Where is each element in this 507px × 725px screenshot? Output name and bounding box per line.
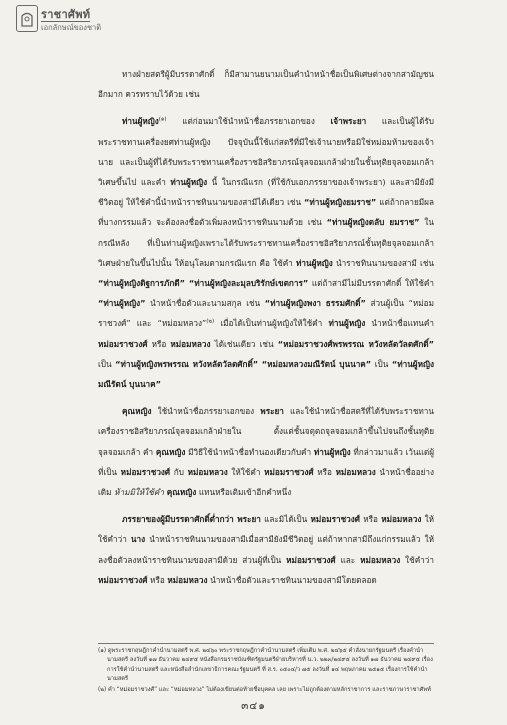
text: เป็น	[371, 358, 392, 369]
text: ในกรณีหลัง ที่เป็นท่านผู้หญิงเพราะได้รับพระราชทานเครื่องราชอิสริยาภรณ์ชั้นทุติยจุลจอมเกล้าวิเศษฝ่ายในขึ้นไปนั้น ให้อนุโลมตามกรณีแรก คือ ใช้คำ	[98, 217, 434, 268]
text: และ	[335, 554, 361, 565]
term-bold: คุณหญิง	[163, 487, 197, 498]
text: แต่ถ้ากลายมีผลที่บางกรรมแล้ว จะต้องลงชื่อตัวเพิ่มลงหน้าราชทินนามด้วย เช่น	[98, 197, 434, 228]
term-bold: ท่านผู้หญิง	[328, 318, 366, 329]
intro-paragraph	[98, 64, 434, 104]
text: นี้ ในกรณีแรก (ที่ใช้กับเอกภรรยาของเจ้าพระยา) และสามียังมีชีวิตอยู่ ให้ใช้คำนี้นำหน้าราชทินนามของสามีได้เดียว เช่น	[98, 177, 434, 208]
text: ใช้คำว่า	[400, 554, 434, 565]
text: แต่ก่อนมาใช้นำหน้าชื่อภรรยาเอกของ	[166, 116, 331, 127]
term-bold: หม่อมราชวงศ์	[120, 466, 171, 477]
example-bold: “ท่านผู้หญิงยมราช”	[304, 197, 377, 208]
term-bold: นาง	[130, 534, 146, 545]
text: นำราชทินนามของสามี เช่น	[332, 257, 434, 268]
intro-text: ทางฝ่ายสตรีผู้มีบรรดาศักดิ์ ก็มีสามานยนามเป็นคำนำหน้าชื่อเป็นพิเศษต่างจากสามัญชนอีกมาก ควรทราบไว้ด้วย เช่น	[98, 69, 434, 100]
text: ที่กล่าวมาแล้ว เว้นแต่ผู้ที่เป็น	[98, 446, 434, 477]
text: หรือ	[359, 514, 382, 525]
prohibition-italic: ห้ามมิให้ใช้คำ	[114, 487, 164, 498]
term-bold: หม่อมหลวง	[187, 466, 228, 477]
text: และมิได้เป็น	[260, 514, 311, 525]
example-bold: “ท่านผู้หญิงดิฐการภักดี” “ท่านผู้หญิงละมุลบริรักษ์เขตการ”	[98, 278, 309, 289]
paragraph-khun-ying	[98, 401, 434, 502]
term-bold: คุณหญิง	[155, 446, 186, 457]
term-than-phu-ying: ท่านผู้หญิง	[122, 116, 159, 127]
term-bold: หม่อมหลวง	[360, 554, 401, 565]
term-bold: หม่อมราชวงศ์	[98, 574, 148, 585]
text: ได้เช่นเดียว เช่น	[210, 338, 278, 349]
footnote-ref-2[interactable]: (๒)	[206, 318, 215, 325]
footnote-1: (๑) ดูพระราชกฤษฎีกาคำนำนามสตรี พ.ศ. ๒๔๖๐ พระราชกฤษฎีกาคำนำนามสตรี เพิ่มเติม พ.ศ. ๒๔๖๕ คำสั่งนายกรัฐมนตรี เรื่องคำนำนามสตรี ลงวันที่ ๑๗ ธันวาคม ๒๔๙๕ หนังสือกรมราชบัณฑิตรัฐมนตรีฝ่ายบริหารที่ น.ว. ๒๒๓/๒๔๙๕ ลงวันที่ ๑๗ ธันวาคม ๒๔๙๕ เรื่องการใช้คำนำนามสตรี และหนังสือสำนักเลขาธิการคณะรัฐมนตรี ที่ ส.ร. ๐๕๐๔/ว ๗๕ ลงวันที่ ๑๔ พฤษภาคม ๒๕๑๕ เรื่องการใช้คำนำนามสตรี	[98, 648, 433, 683]
term-bold: ท่านผู้หญิง	[313, 446, 351, 457]
example-bold: “ท่านผู้หญิงพรพรรณ หวังหลัตวัลตศักดิ์”	[115, 358, 259, 369]
page-number: ๓๔๑	[241, 700, 266, 712]
example-bold: “หม่อมหลวงมณีรัตน์ บุนนาค”	[261, 358, 372, 369]
logo-subtitle: เอกลักษณ์ของชาติ	[41, 23, 102, 32]
footnotes	[98, 643, 434, 696]
term-bold: เจ้าพระยา	[330, 116, 367, 127]
logo-title: ราชาศัพท์	[41, 8, 91, 21]
text: ใช้นำหน้าชื่อภรรยาเอกของ	[151, 406, 261, 417]
text: ให้ใช้คำ	[227, 466, 265, 477]
term-bold: “ท่านผู้หญิง”	[98, 298, 146, 309]
example-bold: “หม่อมราชวงศ์พรพรรณ หวังหลัตวัลตศักดิ์”	[277, 338, 434, 349]
term-bold: ท่านผู้หญิง	[296, 257, 333, 268]
footnote-ref-1[interactable]: (๑)	[158, 116, 167, 123]
text: เป็น	[98, 358, 116, 369]
text: ให้ใช้คำว่า	[98, 514, 434, 545]
term-bold: หม่อมราชวงศ์	[264, 466, 314, 477]
text: นำหน้าราชทินนามของสามีเมื่อสามียังมีชีวิตอยู่ แต่ถ้าหากสามีถึงแก่กรรมแล้ว ให้ลงชื่อตัวลงหน้าราชทินนามของสามีด้วย ส่วนผู้ที่เป็น	[98, 534, 435, 565]
text: และเป็นผู้ได้รับพระราชทานเครื่องยศท่านผู้หญิง ปัจจุบันนี้ใช้แก่สตรีที่มีใช่เจ้านายหรือมิใช่หม่อมห้ามของเจ้านาย และเป็นผู้ที่ได้รับพระราชทานเครื่องราชอิสริยาภรณ์จุลจอมเกล้าฝ่ายในชั้นทุติยจุลจอมเกล้าวิเศษขึ้นไป และคำ	[98, 116, 434, 188]
text: นำหน้าชื่ออย่างเดิม	[98, 466, 435, 498]
body-text	[98, 64, 434, 597]
term-bold: หม่อมหลวง	[167, 574, 208, 585]
text: เมื่อได้เป็นท่านผู้หญิงให้ใช้คำ	[214, 318, 329, 329]
term-khun-ying: คุณหญิง	[122, 406, 152, 417]
example-bold: “ท่านผู้หญิงมณีรัตน์ บุนนาค”	[98, 358, 434, 390]
text: นำหน้าชื่อตัวและนามสกุล เช่น	[145, 298, 265, 309]
term-bold: หม่อมราชวงศ์	[286, 554, 336, 565]
example-bold: “ท่านผู้หญิงพงา ธรรมศักดิ์”	[264, 298, 366, 309]
text: หรือ	[147, 338, 171, 349]
text: มีวิธีใช้นำหน้าชื่อทำนองเดียวกับคำ	[185, 446, 314, 457]
term-bold: หม่อมหลวง	[170, 338, 211, 349]
term-bold: หม่อมหลวง	[335, 466, 376, 477]
term-bold: หม่อมราชวงศ์	[98, 338, 148, 349]
text: และใช้นำหน้าชื่อสตรีที่ได้รับพระราชทานเครื่องราชอิสริยาภรณ์จุลจอมเกล้าฝ่ายใน ตั้งแต่ชั้นจตุตถจุลจอมเกล้าขึ้นไปจนถึงชั้นทุติยจุลจอมเกล้า คำ	[98, 406, 434, 457]
footnote-2: (๒) คำ “หม่อมราชวงศ์” และ “หม่อมหลวง” ไม่ต้องเขียนต่อท้ายชื่อบุคคล เลย เพราะไม่ถูกต้องตามหลักราชาการ และราชภาษาราชาศัพท์	[98, 686, 431, 693]
text: ส่วนผู้เป็น “หม่อมราชวงศ์” และ “หม่อมหลวง”	[98, 298, 434, 329]
term-bold: พระยา	[260, 406, 284, 417]
text: แต่ถ้าสามีไม่มีบรรดาศักดิ์ ให้ใช้คำ	[308, 278, 434, 289]
text: นำหน้าชื่อแทนคำ	[365, 318, 434, 329]
book-logo	[16, 5, 101, 32]
example-bold: “ท่านผู้หญิงตลับ ยมราช”	[326, 217, 420, 228]
text: นำหน้าชื่อตัวและราชทินนามของสามีโดยตลอด	[207, 574, 377, 585]
text: กับ	[170, 466, 188, 477]
term-bold: ท่านผู้หญิง	[170, 177, 208, 188]
term-bold: หม่อมราชวงศ์	[310, 514, 360, 525]
book-emblem-icon	[16, 5, 38, 32]
text: หรือ	[147, 574, 168, 585]
paragraph-spouse-lower-rank	[98, 509, 434, 590]
text: หรือ	[313, 466, 336, 477]
text: แทนหรือเติมเข้าอีกคำหนึ่ง	[196, 487, 292, 498]
term-bold: หม่อมหลวง	[381, 514, 422, 525]
term-heading-bold: ภรรยาของผู้มีบรรดาศักดิ์ต่ำกว่า พระยา	[122, 514, 261, 525]
paragraph-than-phu-ying	[98, 111, 434, 394]
